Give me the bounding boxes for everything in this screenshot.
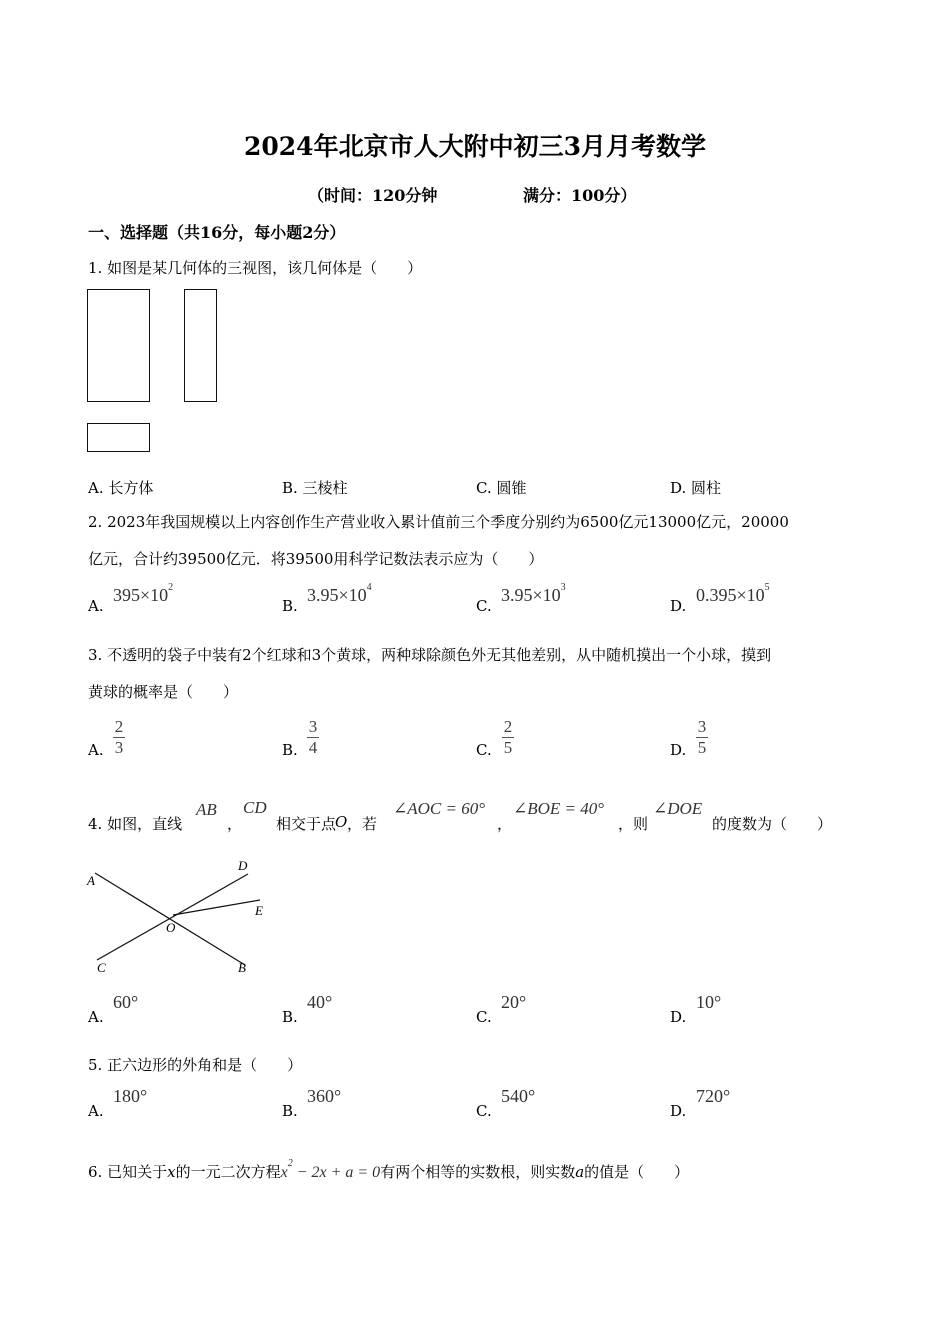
q3-option-d-letter[interactable]: D. bbox=[670, 741, 687, 759]
q4-option-d-letter[interactable]: D. bbox=[670, 1008, 687, 1026]
q4-comma-2: ， bbox=[497, 815, 513, 833]
question-2-line1: 2. 2023年我国规模以上内容创作生产营业收入累计值前三个季度分别约为6500亿元13000亿元，20000 bbox=[88, 513, 789, 531]
q4-option-a-letter[interactable]: A. bbox=[88, 1008, 104, 1026]
label-o: O bbox=[166, 920, 176, 935]
q4-line-cd: CD bbox=[243, 798, 267, 817]
q4-intersect-text: 相交于点 bbox=[276, 815, 337, 833]
q3-option-a-fraction[interactable]: $\frac{2}{3}$ bbox=[114, 717, 124, 757]
q3-option-b-letter[interactable]: B. bbox=[282, 741, 298, 759]
q6-mid2: 有两个相等的实数根，则实数 bbox=[380, 1163, 576, 1181]
q3-option-b-fraction[interactable]: $\frac{3}{4}$ bbox=[308, 717, 318, 757]
intersecting-lines-figure bbox=[80, 855, 280, 980]
q5-option-a-letter[interactable]: A. bbox=[88, 1102, 104, 1120]
q2-option-c-value[interactable]: $3.95\times 10^3$ bbox=[501, 582, 566, 605]
exam-time: （时间：120分钟 bbox=[308, 186, 438, 205]
question-3-line1: 3. 不透明的袋子中装有2个红球和3个黄球，两种球除颜色外无其他差别，从中随机摸出一个小球，摸到 bbox=[88, 646, 772, 664]
question-2-line2: 亿元，合计约39500亿元．将39500用科学记数法表示应为（ ） bbox=[88, 550, 544, 568]
q6-suffix: 的值是（ ） bbox=[584, 1163, 690, 1181]
q5-option-d-value[interactable]: 720° bbox=[696, 1086, 731, 1106]
question-1-text: 1. 如图是某几何体的三视图，该几何体是（ ） bbox=[88, 259, 423, 277]
q4-option-c-letter[interactable]: C. bbox=[476, 1008, 492, 1026]
q4-suffix: 的度数为（ ） bbox=[712, 815, 833, 833]
front-view-rect bbox=[87, 289, 150, 402]
label-b: B bbox=[238, 960, 246, 975]
label-d: D bbox=[238, 858, 248, 873]
q4-if-text: ，若 bbox=[347, 815, 378, 833]
q3-option-a-letter[interactable]: A. bbox=[88, 741, 104, 759]
q2-option-d-value[interactable]: $0.395\times 10^5$ bbox=[696, 582, 770, 605]
q4-option-a-value[interactable]: 60° bbox=[113, 992, 139, 1012]
q4-line-ab: AB bbox=[196, 800, 217, 819]
question-3-line2: 黄球的概率是（ ） bbox=[88, 683, 239, 701]
q3-option-d-fraction[interactable]: $\frac{3}{5}$ bbox=[697, 717, 707, 757]
q5-option-b-letter[interactable]: B. bbox=[282, 1102, 298, 1120]
q2-option-a-letter[interactable]: A. bbox=[88, 597, 104, 615]
question-5-text: 5. 正六边形的外角和是（ ） bbox=[88, 1056, 303, 1074]
q2-option-b-value[interactable]: $3.95\times 10^4$ bbox=[307, 582, 372, 605]
label-e: E bbox=[255, 903, 263, 918]
line-cd bbox=[97, 874, 248, 960]
q5-option-b-value[interactable]: 360° bbox=[307, 1086, 342, 1106]
q5-option-c-letter[interactable]: C. bbox=[476, 1102, 492, 1120]
q1-option-a[interactable]: A. 长方体 bbox=[88, 479, 154, 497]
q6-prefix: 6. 已知关于 bbox=[88, 1163, 168, 1181]
q4-option-b-value[interactable]: 40° bbox=[307, 992, 333, 1012]
q6-equation: $x^2 - 2x + a = 0$ bbox=[280, 1158, 381, 1181]
q5-option-c-value[interactable]: 540° bbox=[501, 1086, 536, 1106]
q3-option-c-letter[interactable]: C. bbox=[476, 741, 492, 759]
q2-option-d-letter[interactable]: D. bbox=[670, 597, 687, 615]
exam-score: 满分：100分） bbox=[523, 186, 637, 205]
side-view-rect bbox=[184, 289, 217, 402]
section-heading: 一、选择题（共16分，每小题2分） bbox=[88, 223, 346, 242]
q4-option-c-value[interactable]: 20° bbox=[501, 992, 527, 1012]
q5-option-d-letter[interactable]: D. bbox=[670, 1102, 687, 1120]
q2-option-c-letter[interactable]: C. bbox=[476, 597, 492, 615]
q2-option-b-letter[interactable]: B. bbox=[282, 597, 298, 615]
q3-option-c-fraction[interactable]: $\frac{2}{5}$ bbox=[503, 717, 513, 757]
question-6-text bbox=[88, 1158, 690, 1182]
q4-angle-aoc: ∠AOC = 60° bbox=[393, 799, 486, 818]
page-title: 2024年北京市人大附中初三3月月考数学 bbox=[244, 132, 706, 161]
label-c: C bbox=[97, 960, 106, 975]
ray-oe bbox=[173, 900, 260, 915]
question-4-prefix: 4. 如图，直线 bbox=[88, 815, 183, 833]
label-a: A bbox=[87, 873, 95, 888]
q1-option-b[interactable]: B. 三棱柱 bbox=[282, 479, 348, 497]
q4-then-text: ，则 bbox=[618, 815, 649, 833]
top-view-rect bbox=[87, 423, 150, 452]
q4-comma-1: ， bbox=[227, 815, 243, 833]
q5-option-a-value[interactable]: 180° bbox=[113, 1086, 148, 1106]
q4-option-b-letter[interactable]: B. bbox=[282, 1008, 298, 1026]
q4-point-o: O bbox=[335, 813, 348, 831]
q4-angle-boe: ∠BOE = 40° bbox=[513, 799, 605, 818]
q1-option-c[interactable]: C. 圆锥 bbox=[476, 479, 527, 497]
q2-option-a-value[interactable]: $395\times 10^2$ bbox=[113, 582, 174, 605]
q6-mid1: 的一元二次方程 bbox=[175, 1163, 281, 1181]
q4-option-d-value[interactable]: 10° bbox=[696, 992, 722, 1012]
q6-var-a: a bbox=[575, 1163, 585, 1181]
q6-var-x: x bbox=[167, 1163, 176, 1181]
q4-angle-doe: ∠DOE bbox=[653, 799, 703, 818]
q1-option-d[interactable]: D. 圆柱 bbox=[670, 479, 722, 497]
